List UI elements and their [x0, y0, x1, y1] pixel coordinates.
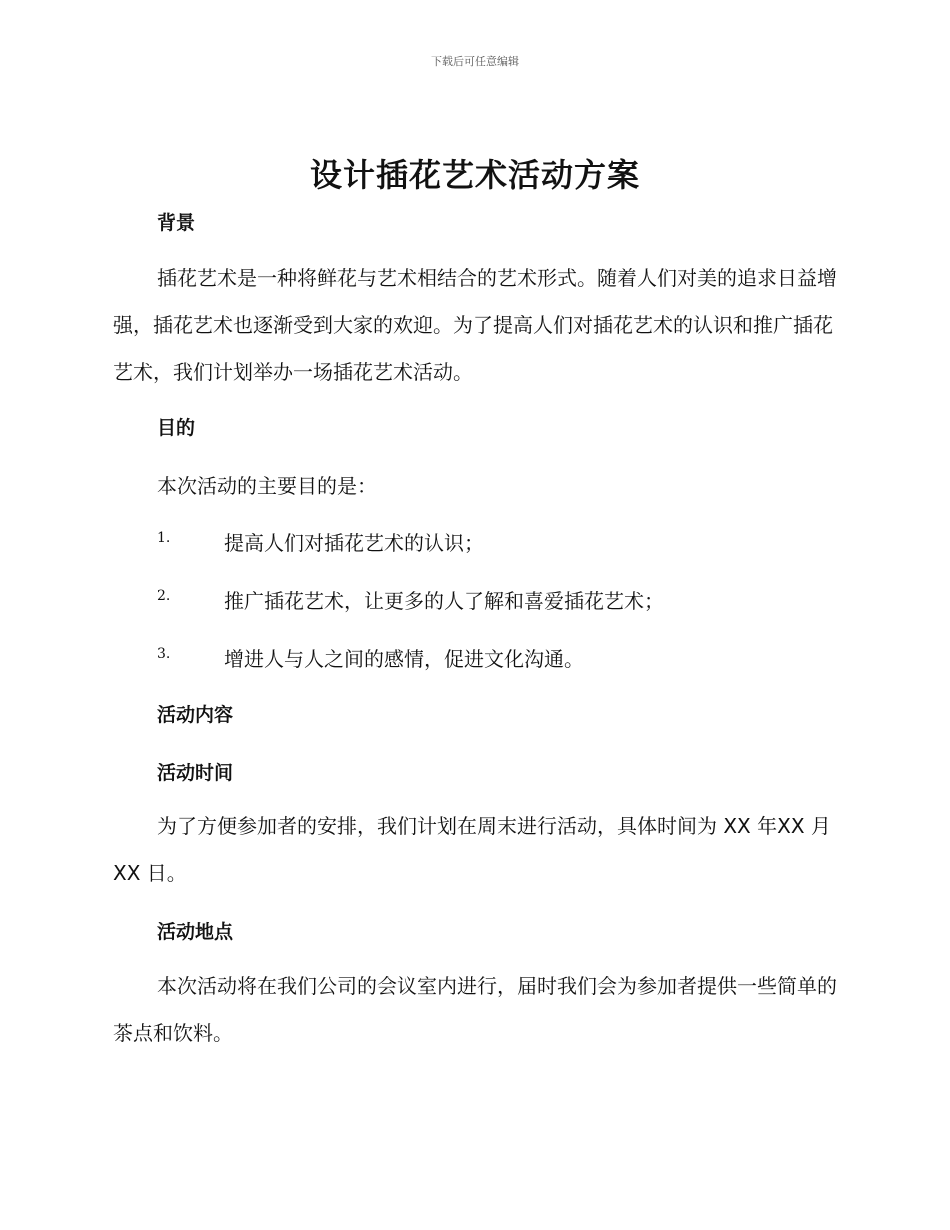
- list-number: 2.: [157, 588, 171, 604]
- list-number: 3.: [157, 646, 171, 662]
- header-note: 下载后可任意编辑: [431, 55, 519, 68]
- list-number: 1.: [157, 530, 171, 546]
- section-heading-time: 活动时间: [157, 762, 234, 784]
- section-heading-content: 活动内容: [157, 704, 234, 726]
- location-paragraph: [113, 963, 843, 1057]
- list-text: 增进人与人之间的感情，促进文化沟通。: [224, 647, 584, 671]
- section-heading-location: 活动地点: [157, 921, 234, 943]
- time-paragraph: [113, 803, 843, 897]
- document-title: 设计插花艺术活动方案: [309, 156, 640, 194]
- purpose-intro: 本次活动的主要目的是：: [157, 474, 377, 498]
- section-heading-purpose: 目的: [157, 417, 196, 439]
- list-item: [157, 585, 857, 615]
- section-heading-background: 背景: [157, 212, 196, 234]
- location-text: 本次活动将在我们公司的会议室内进行，届时我们会为参加者提供一些简单的茶点和饮料。: [113, 974, 837, 1045]
- time-text: 为了方便参加者的安排，我们计划在周末进行活动，具体时间为 XX 年XX 月 XX 日。: [113, 814, 831, 885]
- list-item: [157, 643, 857, 673]
- list-text: 提高人们对插花艺术的认识；: [224, 531, 484, 555]
- background-text: 插花艺术是一种将鲜花与艺术相结合的艺术形式。随着人们对美的追求日益增强，插花艺术也逐渐受到大家的欢迎。为了提高人们对插花艺术的认识和推广插花艺术，我们计划举办一场插花艺术活动。: [113, 266, 837, 384]
- list-item: [157, 527, 857, 557]
- background-paragraph: [113, 255, 843, 396]
- list-text: 推广插花艺术，让更多的人了解和喜爱插花艺术；: [224, 589, 664, 613]
